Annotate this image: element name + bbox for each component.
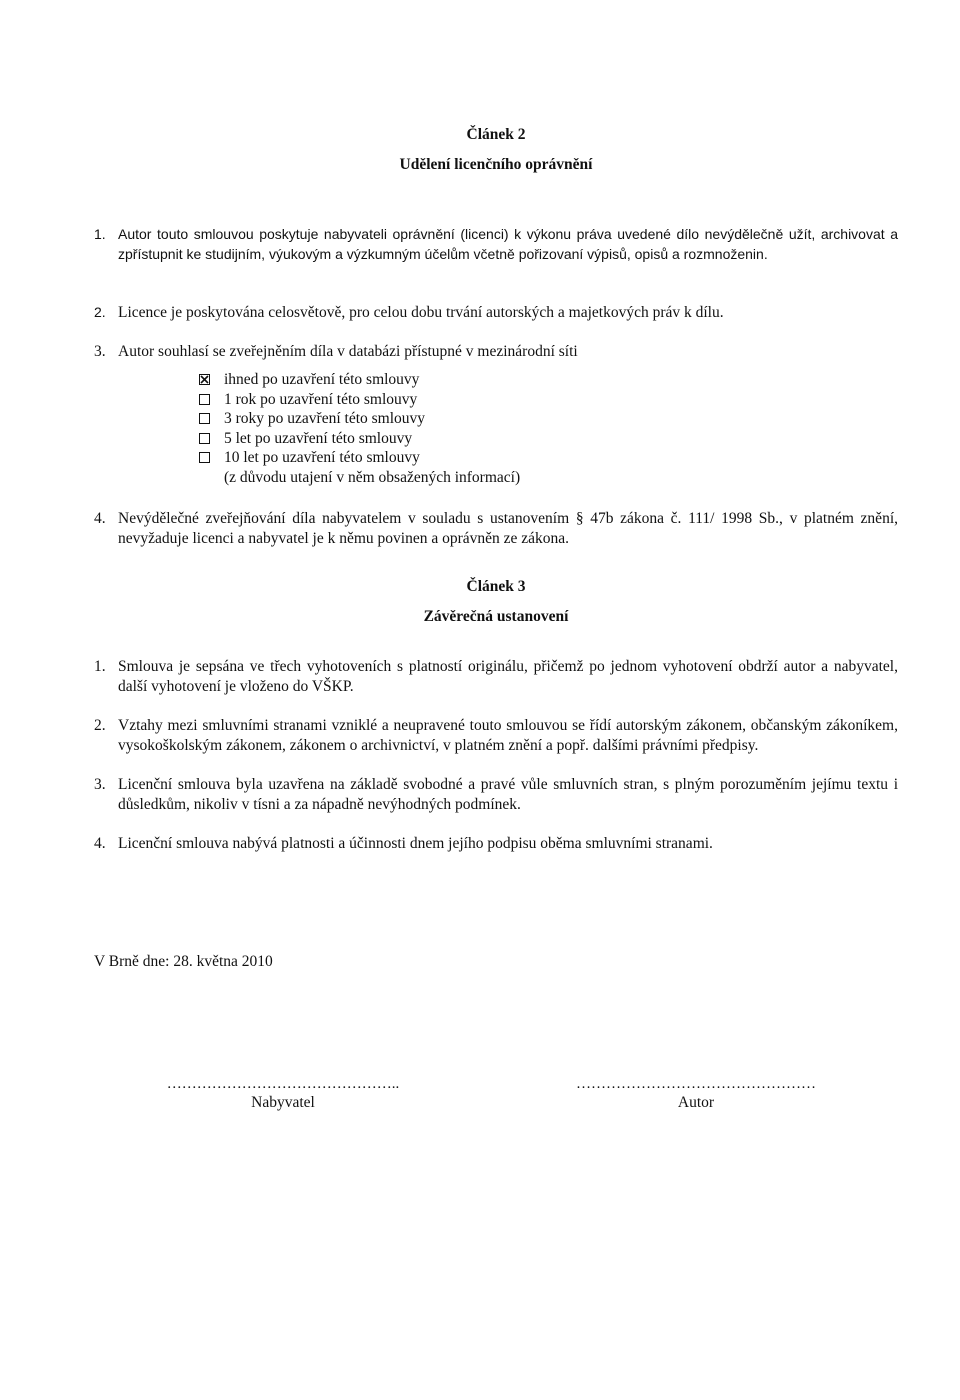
article-3-item-1 bbox=[94, 657, 898, 696]
option-label: ihned po uzavření této smlouvy bbox=[224, 371, 420, 388]
checkbox-empty-icon[interactable] bbox=[199, 452, 210, 463]
article-2-subtitle: Udělení licenčního oprávnění bbox=[399, 156, 593, 173]
item-number: 1. bbox=[94, 226, 106, 242]
article-3-item-3 bbox=[94, 775, 898, 814]
article-3-item-4 bbox=[94, 834, 898, 854]
item-text: Nevýdělečné zveřejňování díla nabyvatelem v souladu s ustanovením § 47b zákona č. 111/ 1998 Sb., v platném znění, nevyžaduje licenci a nabyvatel je k němu povinen a oprávněn ze zákona. bbox=[118, 510, 898, 547]
item-text: Autor touto smlouvou poskytuje nabyvateli oprávnění (licenci) k výkonu práva uvedené dílo nevýdělečně užít, archivovat a zpřístupnit ke studijním, výukovým a výzkumným účelům včetně pořizovaní výpisů, opisů a rozmnoženin. bbox=[118, 226, 898, 262]
article-2-item-4 bbox=[94, 509, 898, 548]
item-number: 4. bbox=[94, 835, 106, 852]
option-label: 5 let po uzavření této smlouvy bbox=[224, 429, 413, 447]
item-number: 4. bbox=[94, 510, 106, 527]
checkbox-empty-icon[interactable] bbox=[199, 413, 210, 424]
option-label: 10 let po uzavření této smlouvy bbox=[224, 449, 420, 467]
signature-autor bbox=[556, 1075, 836, 1113]
article-3-subtitle: Závěrečná ustanovení bbox=[423, 608, 569, 625]
option-label: 1 rok po uzavření této smlouvy bbox=[224, 390, 418, 408]
article-3-title: Článek 3 bbox=[466, 578, 526, 595]
signature-label: Autor bbox=[677, 1094, 715, 1111]
option-label: 3 roky po uzavření této smlouvy bbox=[224, 410, 426, 428]
article-2-title: Článek 2 bbox=[466, 126, 526, 143]
item-text: Autor souhlasí se zveřejněním díla v databázi přístupné v mezinárodní síti bbox=[118, 343, 578, 360]
place-and-date: V Brně dne: 28. května 2010 bbox=[94, 953, 273, 970]
signature-line: ………………………………………… bbox=[576, 1076, 816, 1092]
signature-label: Nabyvatel bbox=[251, 1094, 315, 1111]
item-number: 2. bbox=[94, 304, 106, 320]
checkbox-empty-icon[interactable] bbox=[199, 394, 210, 405]
item-text: Vztahy mezi smluvními stranami vzniklé a neupravené touto smlouvou se řídí autorským zákonem, občanským zákoníkem, vysokoškolským zákonem, zákonem o archivnictví, v platném znění a popř. dalšími právními předpisy. bbox=[118, 717, 898, 754]
item-text: Licence je poskytována celosvětově, pro celou dobu trvání autorských a majetkových práv k dílu. bbox=[118, 304, 724, 321]
item-text: Smlouva je sepsána ve třech vyhotoveních s platností originálu, přičemž po jednom vyhotovení obdrží autor a nabyvatel, další vyhotovení je vloženo do VŠKP. bbox=[118, 658, 898, 695]
item-number: 3. bbox=[94, 343, 106, 360]
signature-line: ……………………………………….. bbox=[166, 1076, 400, 1092]
checkbox-empty-icon[interactable] bbox=[199, 433, 210, 444]
item-number: 3. bbox=[94, 776, 106, 793]
item-number: 1. bbox=[94, 658, 106, 675]
note-text: (z důvodu utajení v něm obsažených informací) bbox=[224, 468, 521, 486]
article-3-item-2 bbox=[94, 716, 898, 755]
article-2-item-2 bbox=[94, 303, 898, 323]
article-2-item-1 bbox=[94, 225, 898, 264]
checkbox-checked-icon[interactable] bbox=[199, 374, 210, 385]
article-2-item-3 bbox=[94, 342, 898, 362]
item-number: 2. bbox=[94, 717, 106, 734]
item-text: Licenční smlouva nabývá platnosti a účinnosti dnem jejího podpisu oběma smluvními stranami. bbox=[118, 835, 713, 852]
item-text: Licenční smlouva byla uzavřena na základě svobodné a pravé vůle smluvních stran, s plným porozuměním jejímu textu i důsledkům, nikoliv v tísni a za nápadně nevýhodných podmínek. bbox=[118, 776, 898, 813]
signature-nabyvatel bbox=[143, 1075, 423, 1113]
